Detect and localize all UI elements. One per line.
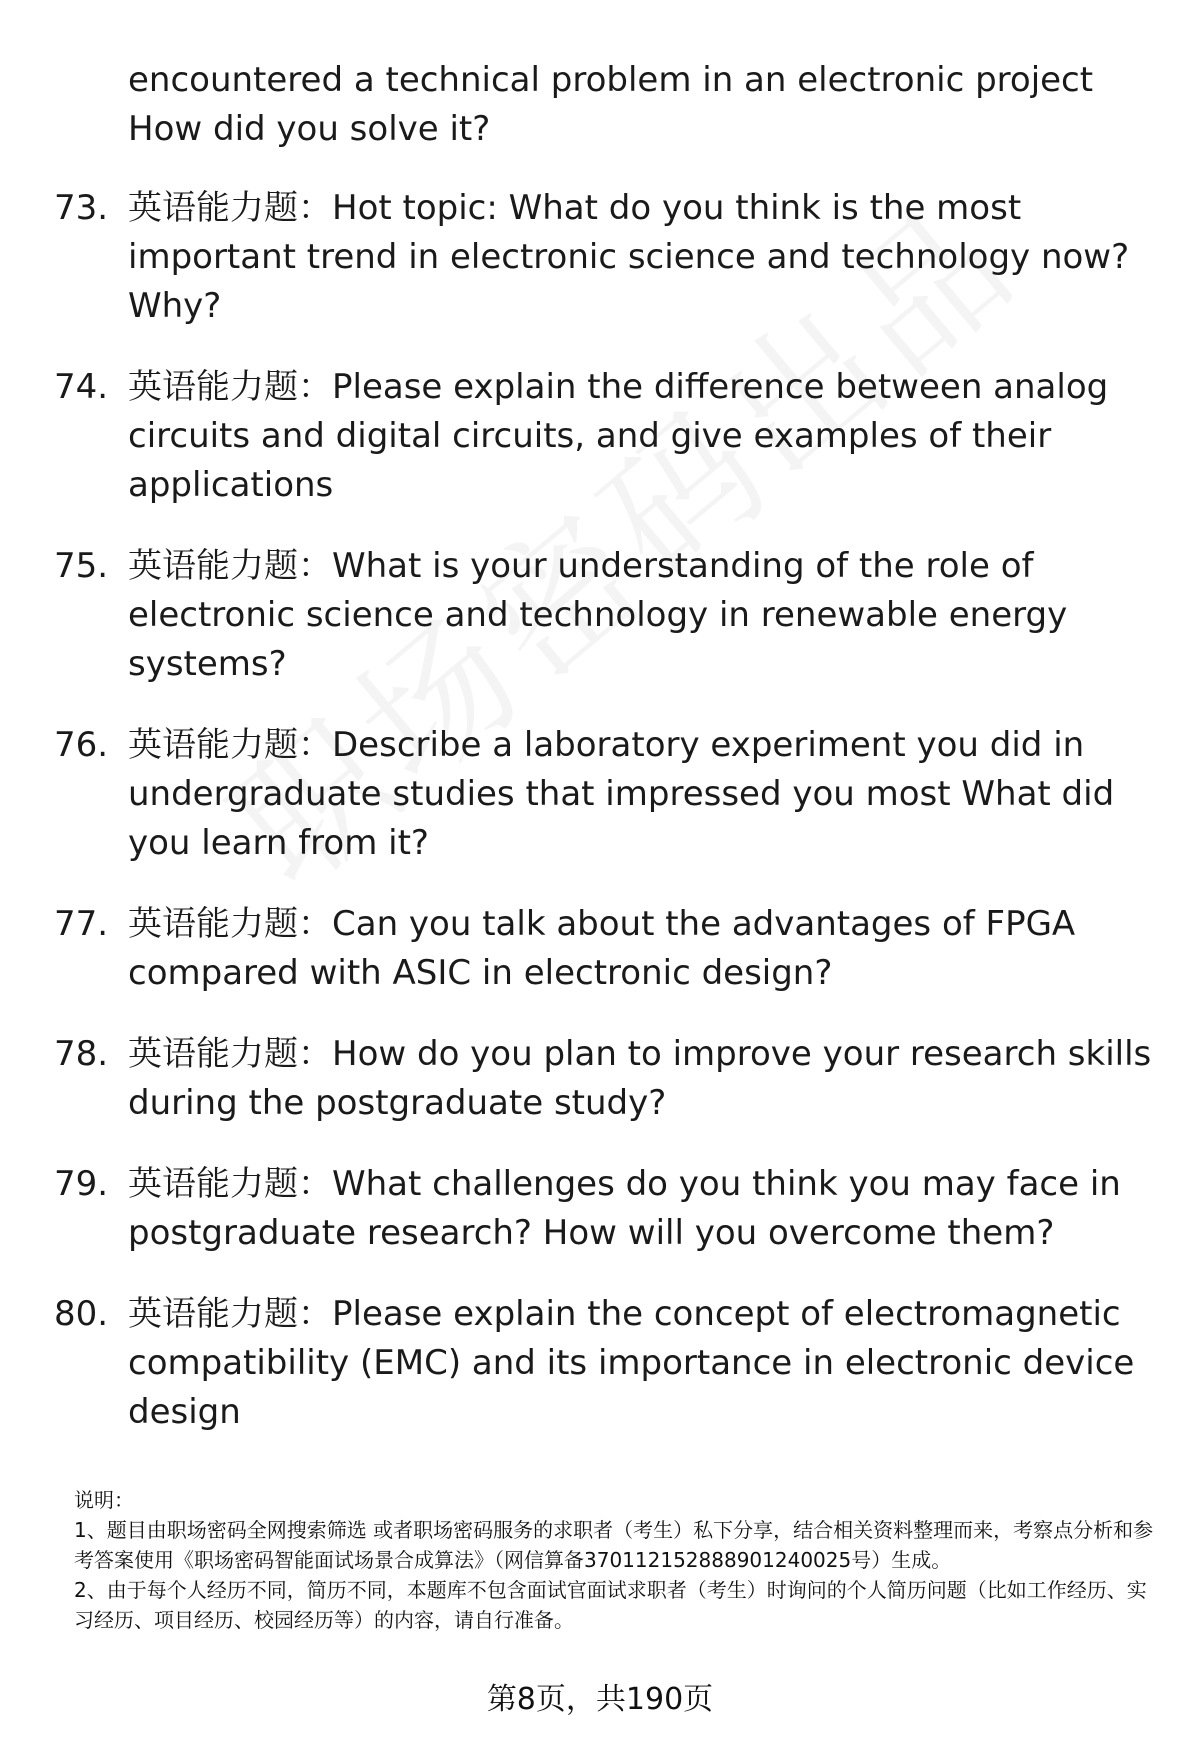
question-item-78 [54, 1030, 1164, 1128]
question-body [128, 1290, 1164, 1437]
question-number: 79. [54, 1164, 109, 1204]
question-number: 76. [54, 725, 109, 765]
question-body [128, 900, 1164, 998]
question-prefix: 英语能力题： [128, 1294, 332, 1334]
question-item-76 [54, 721, 1164, 868]
question-body [128, 1160, 1164, 1258]
question-number: 80. [54, 1294, 109, 1334]
question-item-73 [54, 184, 1164, 331]
question-text: What is your understanding of the role of electronic science and technology in renewable energy systems? [128, 546, 1068, 684]
question-text: Please explain the difference between analog circuits and digital circuits, and give examples of their applications [128, 367, 1109, 505]
question-body [128, 1030, 1164, 1128]
question-item-77 [54, 900, 1164, 998]
question-list [54, 56, 1164, 1469]
question-text: Hot topic: What do you think is the most important trend in electronic science and technology now? Why? [128, 188, 1130, 326]
question-prefix: 英语能力题： [128, 1034, 332, 1074]
question-prefix: 英语能力题： [128, 725, 332, 765]
question-text: Can you talk about the advantages of FPGA compared with ASIC in electronic design? [128, 904, 1076, 993]
question-prefix: 英语能力题： [128, 1164, 332, 1204]
question-prefix: 英语能力题： [128, 367, 332, 407]
notes-section [74, 1485, 1154, 1635]
question-item-74 [54, 363, 1164, 510]
question-number: 73. [54, 188, 109, 228]
question-item-75 [54, 542, 1164, 689]
question-number: 78. [54, 1034, 109, 1074]
question-body [128, 363, 1164, 510]
question-body [128, 184, 1164, 331]
question-prefix: 英语能力题： [128, 546, 332, 586]
notes-heading: 说明： [74, 1488, 134, 1512]
question-item-79 [54, 1160, 1164, 1258]
question-text: Please explain the concept of electromagnetic compatibility (EMC) and its importance in electronic device design [128, 1294, 1135, 1432]
question-number: 74. [54, 367, 109, 407]
question-item-80 [54, 1290, 1164, 1437]
question-body [128, 542, 1164, 689]
page-number-footer: 第8页，共190页 [486, 1682, 714, 1717]
question-72-continuation: encountered a technical problem in an electronic project How did you solve it? [128, 60, 1094, 149]
question-prefix: 英语能力题： [128, 904, 332, 944]
question-number: 75. [54, 546, 109, 586]
question-body [128, 721, 1164, 868]
question-text: Describe a laboratory experiment you did in undergraduate studies that impressed you most What did you learn from it? [128, 725, 1115, 863]
question-number: 77. [54, 904, 109, 944]
note-item-2: 2、由于每个人经历不同，简历不同，本题库不包含面试官面试求职者（考生）时询问的个人简历问题（比如工作经历、实习经历、项目经历、校园经历等）的内容，请自行准备。 [74, 1578, 1147, 1632]
note-item-1: 1、题目由职场密码全网搜索筛选 或者职场密码服务的求职者（考生）私下分享，结合相关资料整理而来，考察点分析和参考答案使用《职场密码智能面试场景合成算法》（网信算备370112152888901240025号）生成。 [74, 1518, 1154, 1572]
question-prefix: 英语能力题： [128, 188, 332, 228]
question-text: What challenges do you think you may face in postgraduate research? How will you overcome them? [128, 1164, 1121, 1253]
question-text: How do you plan to improve your research skills during the postgraduate study? [128, 1034, 1152, 1123]
